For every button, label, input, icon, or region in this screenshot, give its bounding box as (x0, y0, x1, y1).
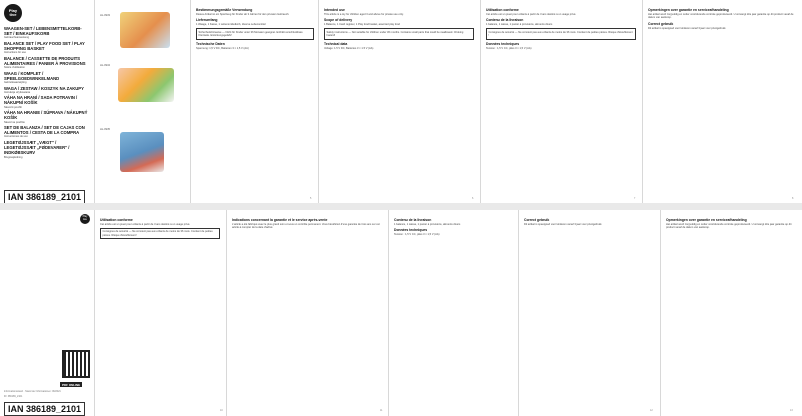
cover-sections (4, 26, 88, 160)
text-column-fr-2: Indications concernant la garantie et le service après-vente L'article a été fabriqué avec le plus grand soin et sous un contrôle permanent. Vous bénéficiez d'une garantie de trois ans sur cet article à compter de la date d'achat. (232, 218, 380, 230)
safety-warning-box: Consignes de sécurité — Ne convient pas aux enfants de moins de 36 mois. Contient de petites pièces. Risque d'étouffement ! (486, 28, 636, 40)
play-food-set-image (118, 68, 174, 102)
cover-section: LEGETØJSSÆT „VÆGT" / LEGETØJSSÆT „FØDEVARER" / INDKØBSKURV Brugsvejledning (4, 139, 70, 159)
page-number: 6 (472, 197, 474, 200)
manual-sheet-bottom (0, 210, 802, 416)
qr-code-icon (62, 350, 90, 378)
page-number: 10 (220, 409, 223, 412)
page-number: 7 (634, 197, 636, 200)
cover-section: WAGA / ZESTAW / KOSZYK NA ZAKUPY Instrukcja użytkowania (4, 85, 84, 94)
safety-warning-box: Safety instructions — Not suitable for children under 36 months. Contains small parts that could be swallowed. Choking hazard! (324, 28, 474, 40)
text-column-nl-2: Opmerkingen over garantie en serviceafhandeling Het artikel werd zorgvuldig en onder voortdurende controle geproduceerd. U ontvangt drie jaar garantie op dit product vanaf de datum van aankoop. (666, 218, 792, 230)
shopping-basket-image (120, 132, 164, 172)
page-number: 13 (790, 409, 793, 412)
safety-warning-box: Sicherheitshinweise — Nicht für Kinder unter 36 Monaten geeignet. Enthält verschluckbare Kleinteile. Erstickungsgefahr! (196, 28, 314, 40)
cover-section: BALANCE SET / PLAY FOOD SET / PLAY SHOPPING BASKET Instructions for use (4, 40, 85, 55)
pdf-online-label: PDF ONLINE (62, 382, 81, 387)
balance-set-image (120, 12, 170, 48)
image-label: HL-0935 (100, 128, 110, 131)
print-id: ID: 386189_2101 (4, 395, 23, 398)
text-column-de: Bestimmungsgemäße Verwendung Dieses Artikel ist ein Spielzeug für Kinder ab 3 Jahren für den privaten Gebrauch. Lieferumfang 1 Waage, 1 Kasse, 1 Lebensmittelkorb, diverse Lebensmittel Sicherheitshinweise — Nicht für Kinder unter 36 Monaten geeignet. Enthält verschluckbare Kleinteile. Erstickungsgefahr! Technische Daten Spannung: 1,5 V DC, Batterien 3 × 1,5 V (AA) (196, 6, 314, 196)
safety-warning-box: Consignes de sécurité — Ne convient pas aux enfants de moins de 36 mois. Contient de petites pièces. Risque d'étouffement ! (100, 228, 220, 240)
text-column-nl: Correct gebruik Dit artikel is speelgoed voor kinderen vanaf 3 jaar voor privégebruik. (524, 218, 603, 226)
text-column-fr: Utilisation conforme Cet article est un jouet pour enfants à partir de 3 ans destiné à un usage privé. Consignes de sécurité — Ne convient pas aux enfants de moins de 36 mois. Contient de petites pièces. Risque d'étouffement ! (100, 216, 220, 408)
manual-sheet-top (0, 0, 802, 203)
text-column-de-2: Intended use This article is a toy for children aged 3 and above for private use only. Scope of delivery 1 Balance, 1 Cash register, 1 Play food basket, assorted play food Safety instructions — Not suitable for children under 36 months. Contains small parts that could be swallowed. Choking hazard! Technical data Voltage: 1.5 V DC, Batteries 3 × 1.5 V (AA) (324, 6, 474, 196)
brand-logo: Play tive (80, 214, 90, 224)
page-number: 5 (310, 197, 312, 200)
cover-section: WAAG / KOMPLET / SPEELGOEDWINKELMAND Gebruiksaanwijzing (4, 70, 60, 85)
cover-section: BALANCE / CASSETTE DE PRODUITS ALIMENTAIRES / PANIER À PROVISIONS Notice d'utilisation (4, 55, 86, 70)
cover-section: SET DE BALANZA / SET DE CAJAS CON ALIMENTOS / CESTA DE LA COMPRA Instrucciones de uso (4, 125, 85, 139)
brand-logo: Play tive (4, 4, 22, 22)
text-column-en: Utilisation conforme Cet article est un jouet pour enfants à partir de 3 ans destiné à un usage privé. Contenu de la livraison 1 balance, 1 caisse, 1 panier à provisions, aliments divers Consignes de sécurité — Ne convient pas aux enfants de moins de 36 mois. Contient de petites pièces. Risque d'étouffement ! Données techniques Tension : 1,5 V CC, piles 3 × 1,5 V (AA) (486, 6, 636, 196)
image-label: HL-0934 (100, 64, 110, 67)
page-number: 11 (380, 409, 383, 412)
ian-number: IAN 386189_2101 (4, 190, 85, 203)
text-column-en-2: Opmerkingen over garantie en serviceafhandeling Het artikel werd zorgvuldig en onder voortdurende controle geproduceerd. U ontvangt drie jaar garantie op dit product vanaf de datum van aankoop. Correct gebruik Dit artikel is speelgoed voor kinderen vanaf 3 jaar voor privégebruik. (648, 8, 794, 30)
image-label: HL-0933 (100, 14, 110, 17)
page-number: 8 (792, 197, 794, 200)
cover-section: VÁHA NA HRANÍ / SADA POTRAVIN / NÁKUPNÍ KOŠÍK Návod k použití (4, 95, 78, 109)
print-info: Informationsstand · Stand der Informationen: 06/2021 (4, 390, 61, 393)
text-column-fr-3: Contenu de la livraison 1 balance, 1 caisse, 1 panier à provisions, aliments divers Données techniques Tension : 1,5 V CC, piles 3 × 1,5 V (AA) (394, 218, 461, 237)
cover-section: WAAGEN-SET / LEBENSMITTELKORB-SET / EINKAUFSKORB Gebrauchsanweisung (4, 26, 82, 40)
ian-number: IAN 386189_2101 (4, 402, 85, 416)
page-number: 12 (650, 409, 653, 412)
cover-section: VÁHA NA HRANIE / SÚPRAVA / NÁKUPNÝ KOŠÍK Návod na použitie (4, 110, 88, 124)
